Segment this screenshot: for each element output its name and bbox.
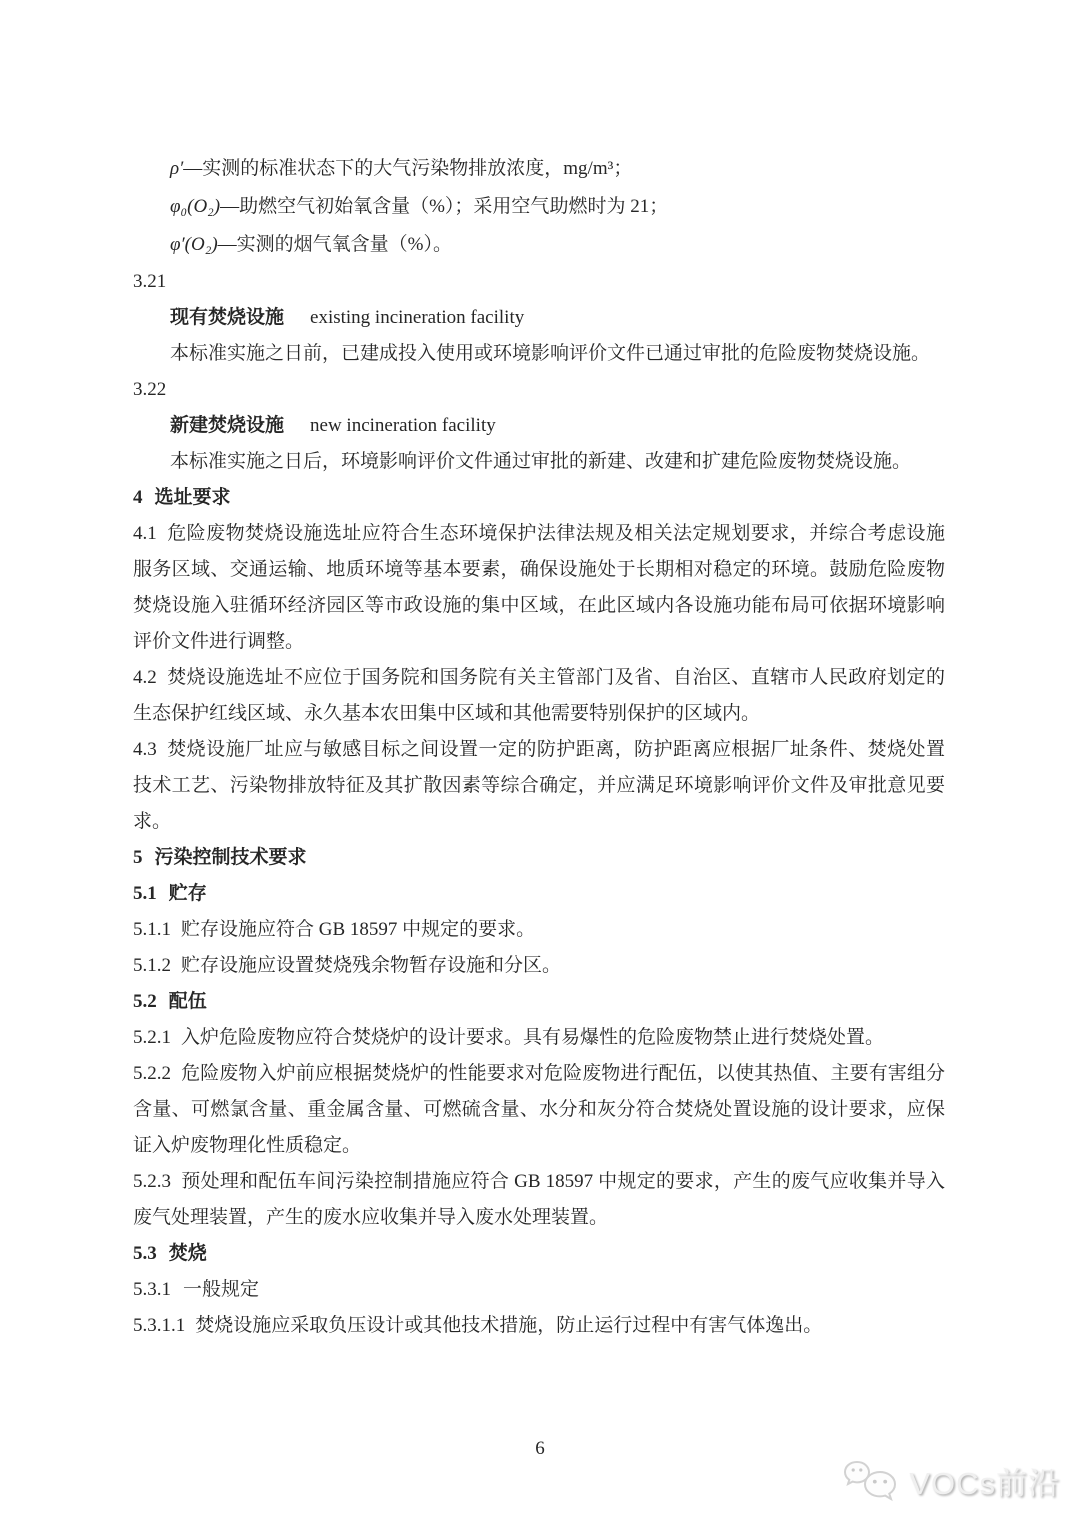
term-number-3-21: 3.21	[133, 271, 167, 292]
section-5-2-number: 5.2	[133, 991, 157, 1012]
clause-5-1-1-number: 5.1.1	[133, 919, 171, 940]
section-5-3-1-title: 一般规定	[183, 1279, 260, 1300]
clause-4-1-text: 危险废物焚烧设施选址应符合生态环境保护法律法规及相关法定规划要求，并综合考虑设施服务区域、交通运输、地质环境等基本要素，确保设施处于长期相对稳定的环境。鼓励危险废物焚烧设施入驻循环经济园区等市政设施的集中区域，在此区域内各设施功能布局可依据环境影响评价文件进行调整。	[133, 523, 945, 652]
term-cn-new-facility: 新建焚烧设施	[170, 415, 285, 436]
section-5-number: 5	[133, 847, 143, 868]
term-number-3-22: 3.22	[133, 379, 167, 400]
clause-5-3-1-1-number: 5.3.1.1	[133, 1315, 186, 1336]
clause-4-3	[133, 732, 945, 840]
section-5-1-heading	[133, 876, 945, 912]
section-4-number: 4	[133, 487, 143, 508]
clause-5-2-1	[133, 1020, 945, 1056]
symbol-definitions	[133, 150, 945, 264]
clause-5-2-2-text: 危险废物入炉前应根据焚烧炉的性能要求对危险废物进行配伍，以使其热值、主要有害组分含量、可燃氯含量、重金属含量、可燃硫含量、水分和灰分符合焚烧处置设施的设计要求，应保证入炉废物理化性质稳定。	[133, 1063, 945, 1156]
section-5-2-heading	[133, 984, 945, 1020]
wechat-icon	[843, 1459, 901, 1503]
section-5-3-1-number: 5.3.1	[133, 1279, 171, 1300]
section-5-2-title: 配伍	[168, 991, 207, 1012]
section-5-3-number: 5.3	[133, 1243, 157, 1264]
section-5-3-title: 焚烧	[168, 1243, 207, 1264]
clause-4-3-text: 焚烧设施厂址应与敏感目标之间设置一定的防护距离，防护距离应根据厂址条件、焚烧处置技术工艺、污染物排放特征及其扩散因素等综合确定，并应满足环境影响评价文件及审批意见要求。	[133, 739, 945, 832]
section-5-3-heading	[133, 1236, 945, 1272]
section-5-3-1-heading	[133, 1272, 945, 1308]
symbol-definition-phi0	[133, 188, 945, 226]
term-en-existing-facility: existing incineration facility	[310, 307, 525, 328]
clause-5-2-3-text: 预处理和配伍车间污染控制措施应符合 GB 18597 中规定的要求，产生的废气应收集并导入废气处理装置，产生的废水应收集并导入废水处理装置。	[133, 1171, 945, 1228]
watermark-text: VOCs前沿	[909, 1466, 1060, 1501]
section-4-heading	[133, 480, 945, 516]
term-definition-new-facility: 本标准实施之日后，环境影响评价文件通过审批的新建、改建和扩建危险废物焚烧设施。	[170, 451, 912, 472]
clause-5-1-2-text: 贮存设施应设置焚烧残余物暂存设施和分区。	[181, 955, 562, 976]
section-5-1-title: 贮存	[168, 883, 207, 904]
clause-4-1-number: 4.1	[133, 523, 157, 544]
section-5-title: 污染控制技术要求	[154, 847, 307, 868]
clause-5-1-1-text: 贮存设施应符合 GB 18597 中规定的要求。	[181, 919, 536, 940]
page-number: 6	[535, 1438, 545, 1459]
term-heading-existing-facility	[133, 300, 945, 336]
clause-5-1-1	[133, 912, 945, 948]
clause-5-1-2-number: 5.1.2	[133, 955, 171, 976]
symbol-rho-desc: —实测的标准状态下的大气污染物排放浓度，mg/m³；	[183, 158, 633, 179]
symbol-phi-prime: φ′(O₂)	[170, 234, 218, 255]
symbol-phi-prime-desc: —实测的烟气氧含量（%）。	[217, 234, 452, 255]
clause-4-2	[133, 660, 945, 732]
watermark	[843, 1458, 1060, 1503]
clause-5-3-1-1-text: 焚烧设施应采取负压设计或其他技术措施，防止运行过程中有害气体逸出。	[195, 1315, 823, 1336]
section-5-1-number: 5.1	[133, 883, 157, 904]
clause-4-2-text: 焚烧设施选址不应位于国务院和国务院有关主管部门及省、自治区、直辖市人民政府划定的生态保护红线区域、永久基本农田集中区域和其他需要特别保护的区域内。	[133, 667, 945, 724]
clause-4-3-number: 4.3	[133, 739, 157, 760]
clause-5-1-2	[133, 948, 945, 984]
symbol-definition-phi-prime	[133, 226, 945, 264]
clause-5-2-1-number: 5.2.1	[133, 1027, 171, 1048]
clause-4-1	[133, 516, 945, 660]
symbol-phi0: φ₀(O₂)	[170, 196, 221, 217]
clause-5-2-3	[133, 1164, 945, 1236]
section-5-heading	[133, 840, 945, 876]
clause-5-2-2	[133, 1056, 945, 1164]
symbol-definition-rho	[133, 150, 945, 188]
clause-5-3-1-1	[133, 1308, 945, 1344]
clause-5-2-2-number: 5.2.2	[133, 1063, 171, 1084]
clause-5-2-3-number: 5.2.3	[133, 1171, 171, 1192]
clause-4-2-number: 4.2	[133, 667, 157, 688]
term-heading-new-facility	[133, 408, 945, 444]
symbol-rho: ρ′	[170, 158, 184, 179]
section-4-title: 选址要求	[154, 487, 231, 508]
term-cn-existing-facility: 现有焚烧设施	[170, 307, 285, 328]
term-definition-existing-facility: 本标准实施之日前，已建成投入使用或环境影响评价文件已通过审批的危险废物焚烧设施。	[170, 343, 931, 364]
clause-5-2-1-text: 入炉危险废物应符合焚烧炉的设计要求。具有易爆性的危险废物禁止进行焚烧处置。	[181, 1027, 885, 1048]
term-en-new-facility: new incineration facility	[310, 415, 496, 436]
symbol-phi0-desc: —助燃空气初始氧含量（%）；采用空气助燃时为 21；	[220, 196, 669, 217]
